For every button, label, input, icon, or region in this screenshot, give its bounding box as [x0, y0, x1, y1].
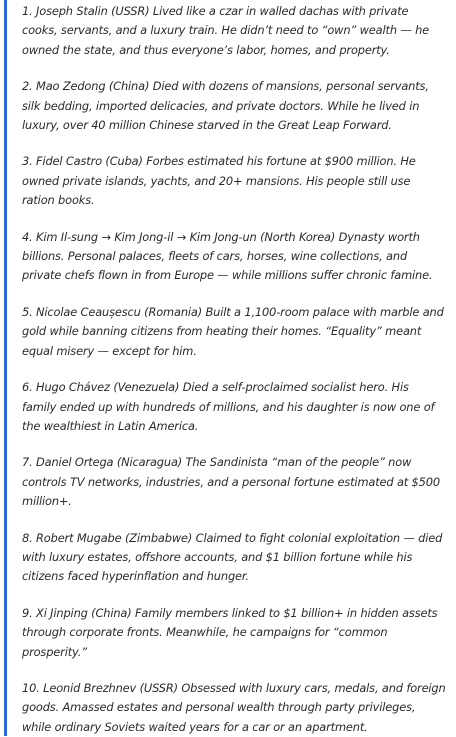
list-item-mugabe: 8. Robert Mugabe (Zimbabwe) Claimed to fight colonial exploitation — died with luxury estates, offshore accounts, and $1 billion fortune while his citizens faced hyperinflation and hunger. [22, 530, 443, 584]
list-item-ortega: 7. Daniel Ortega (Nicaragua) The Sandinista “man of the people” now controls TV networks, industries, and a personal fortune estimated at $500 million+. [22, 455, 440, 509]
list-item-kim-dynasty: 4. Kim Il-sung → Kim Jong-il → Kim Jong-un (North Korea) Dynasty worth billions. Personal palaces, fleets of cars, horses, wine collections, and private chefs flown in from Europe — while millions suffer chronic famine. [22, 229, 433, 283]
list-item-stalin: 1. Joseph Stalin (USSR) Lived like a czar in walled dachas with private cooks, servants, and a luxury train. He didn’t need to “own” wealth — he owned the state, and thus everyone’s labor, homes, and property. [22, 4, 430, 57]
list-item-ceausescu: 5. Nicolae Ceaușescu (Romania) Built a 1,100-room palace with marble and gold while banning citizens from heating their homes. “Equality” meant equal misery — except for him. [22, 304, 444, 358]
list-item-brezhnev: 10. Leonid Brezhnev (USSR) Obsessed with luxury cars, medals, and foreign goods. Amassed estates and personal wealth through party privileges, while ordinary Soviets waited years for a car or an apartment. [22, 680, 446, 734]
list-item-xi: 9. Xi Jinping (China) Family members linked to $1 billion+ in hidden assets through corporate fronts. Meanwhile, he campaigns for “common prosperity.” [22, 605, 438, 659]
blockquote [4, 0, 456, 736]
list-item-chavez: 6. Hugo Chávez (Venezuela) Died a self-proclaimed socialist hero. His family ended up with hundreds of millions, and his daughter is now one of the wealthiest in Latin America. [22, 380, 435, 433]
list-item-castro: 3. Fidel Castro (Cuba) Forbes estimated his fortune at $900 million. He owned private islands, yachts, and 20+ mansions. His people still use ration books. [22, 154, 416, 208]
list-item-mao: 2. Mao Zedong (China) Died with dozens of mansions, personal servants, silk bedding, imported delicacies, and private doctors. While he lived in luxury, over 40 million Chinese starved in the Great Leap Forward. [22, 79, 429, 133]
